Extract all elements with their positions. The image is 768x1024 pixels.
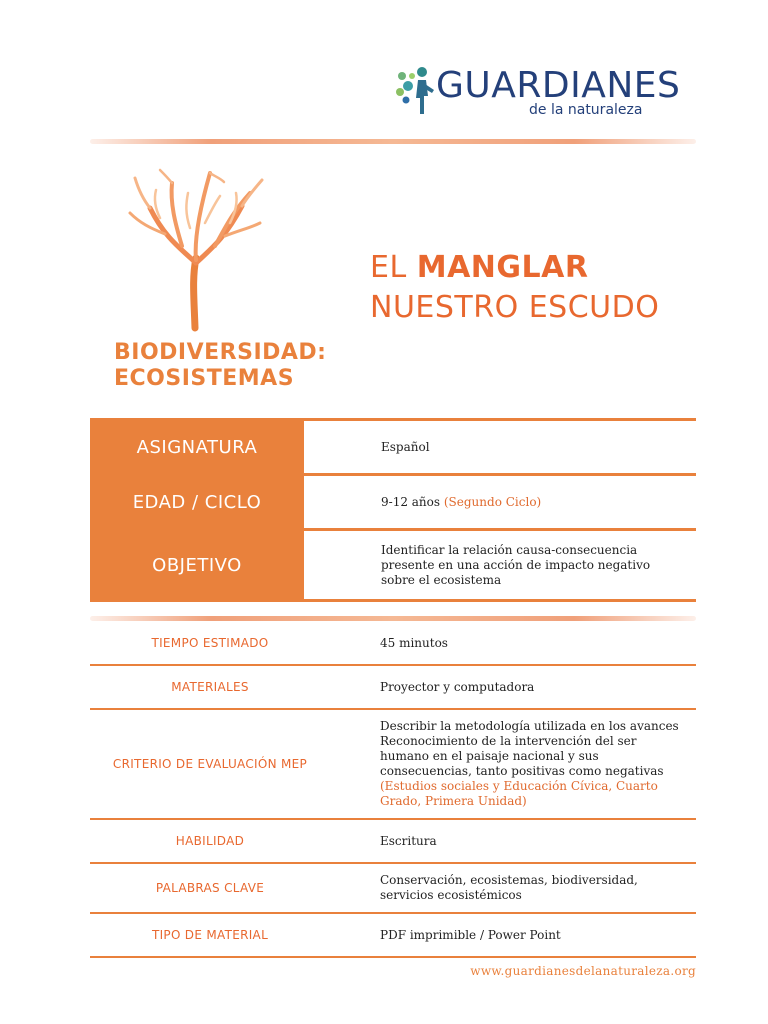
table-row	[90, 914, 696, 958]
table-row	[90, 710, 696, 820]
category-heading	[114, 340, 326, 392]
row-value-text: 9-12 años	[381, 494, 441, 509]
detail-value	[330, 710, 696, 818]
divider-top	[90, 139, 696, 144]
main-info-table	[90, 418, 696, 602]
category-line-1: BIODIVERSIDAD:	[114, 340, 327, 365]
table-row	[90, 820, 696, 864]
row-label: EDAD / CICLO	[90, 476, 307, 528]
row-value	[307, 421, 696, 473]
title-line-2: NUESTRO ESCUDO	[370, 290, 660, 325]
detail-value	[330, 820, 696, 862]
detail-value	[330, 864, 696, 912]
detail-label: MATERIALES	[171, 680, 249, 694]
detail-value-text: Proyector y computadora	[380, 679, 535, 694]
row-value-text: Español	[381, 439, 430, 454]
brand-tagline: de la naturaleza	[529, 102, 643, 118]
table-row	[90, 531, 696, 602]
table-row	[90, 476, 696, 531]
brand-name: GUARDIANES	[436, 65, 681, 106]
row-label: OBJETIVO	[90, 531, 307, 599]
details-table	[90, 622, 696, 958]
title-word-el: EL	[370, 250, 407, 285]
detail-value-text: 45 minutos	[380, 635, 448, 650]
detail-value	[330, 666, 696, 708]
page-title	[370, 248, 659, 328]
detail-label: CRITERIO DE EVALUACIÓN MEP	[112, 757, 308, 771]
detail-value-text: PDF imprimible / Power Point	[380, 927, 561, 942]
detail-value-text: Describir la metodología utilizada en los avances Reconocimiento de la intervención del ser humano en el paisaje nacional y sus consecuencias, tanto positivas como negativas	[380, 719, 679, 778]
table-row	[90, 666, 696, 710]
table-row	[90, 418, 696, 476]
row-value-accent: (Segundo Ciclo)	[443, 494, 542, 509]
row-value	[307, 531, 696, 599]
category-line-2: ECOSISTEMAS	[114, 366, 295, 391]
title-word-manglar: MANGLAR	[416, 250, 589, 285]
detail-label: PALABRAS CLAVE	[155, 881, 265, 895]
row-label: ASIGNATURA	[90, 421, 307, 473]
divider-middle	[90, 616, 696, 621]
row-value-text: Identificar la relación causa-consecuencia presente en una acción de impacto negativo sobre el ecosistema	[381, 542, 651, 587]
detail-label: HABILIDAD	[175, 834, 245, 848]
detail-value-text: Conservación, ecosistemas, biodiversidad, servicios ecosistémicos	[380, 873, 638, 902]
coral-icon	[120, 168, 270, 333]
guardianes-logo	[392, 62, 682, 122]
detail-label: TIEMPO ESTIMADO	[151, 636, 269, 650]
detail-value	[330, 622, 696, 664]
row-value	[307, 476, 696, 528]
detail-value	[330, 914, 696, 956]
detail-value-accent: (Estudios sociales y Educación Cívica, Cuarto Grado, Primera Unidad)	[380, 779, 658, 808]
table-row	[90, 864, 696, 914]
detail-value-text: Escritura	[380, 833, 437, 848]
website-link[interactable]: www.guardianesdelanaturaleza.org	[470, 964, 696, 978]
table-row	[90, 622, 696, 666]
detail-label: TIPO DE MATERIAL	[151, 928, 269, 942]
